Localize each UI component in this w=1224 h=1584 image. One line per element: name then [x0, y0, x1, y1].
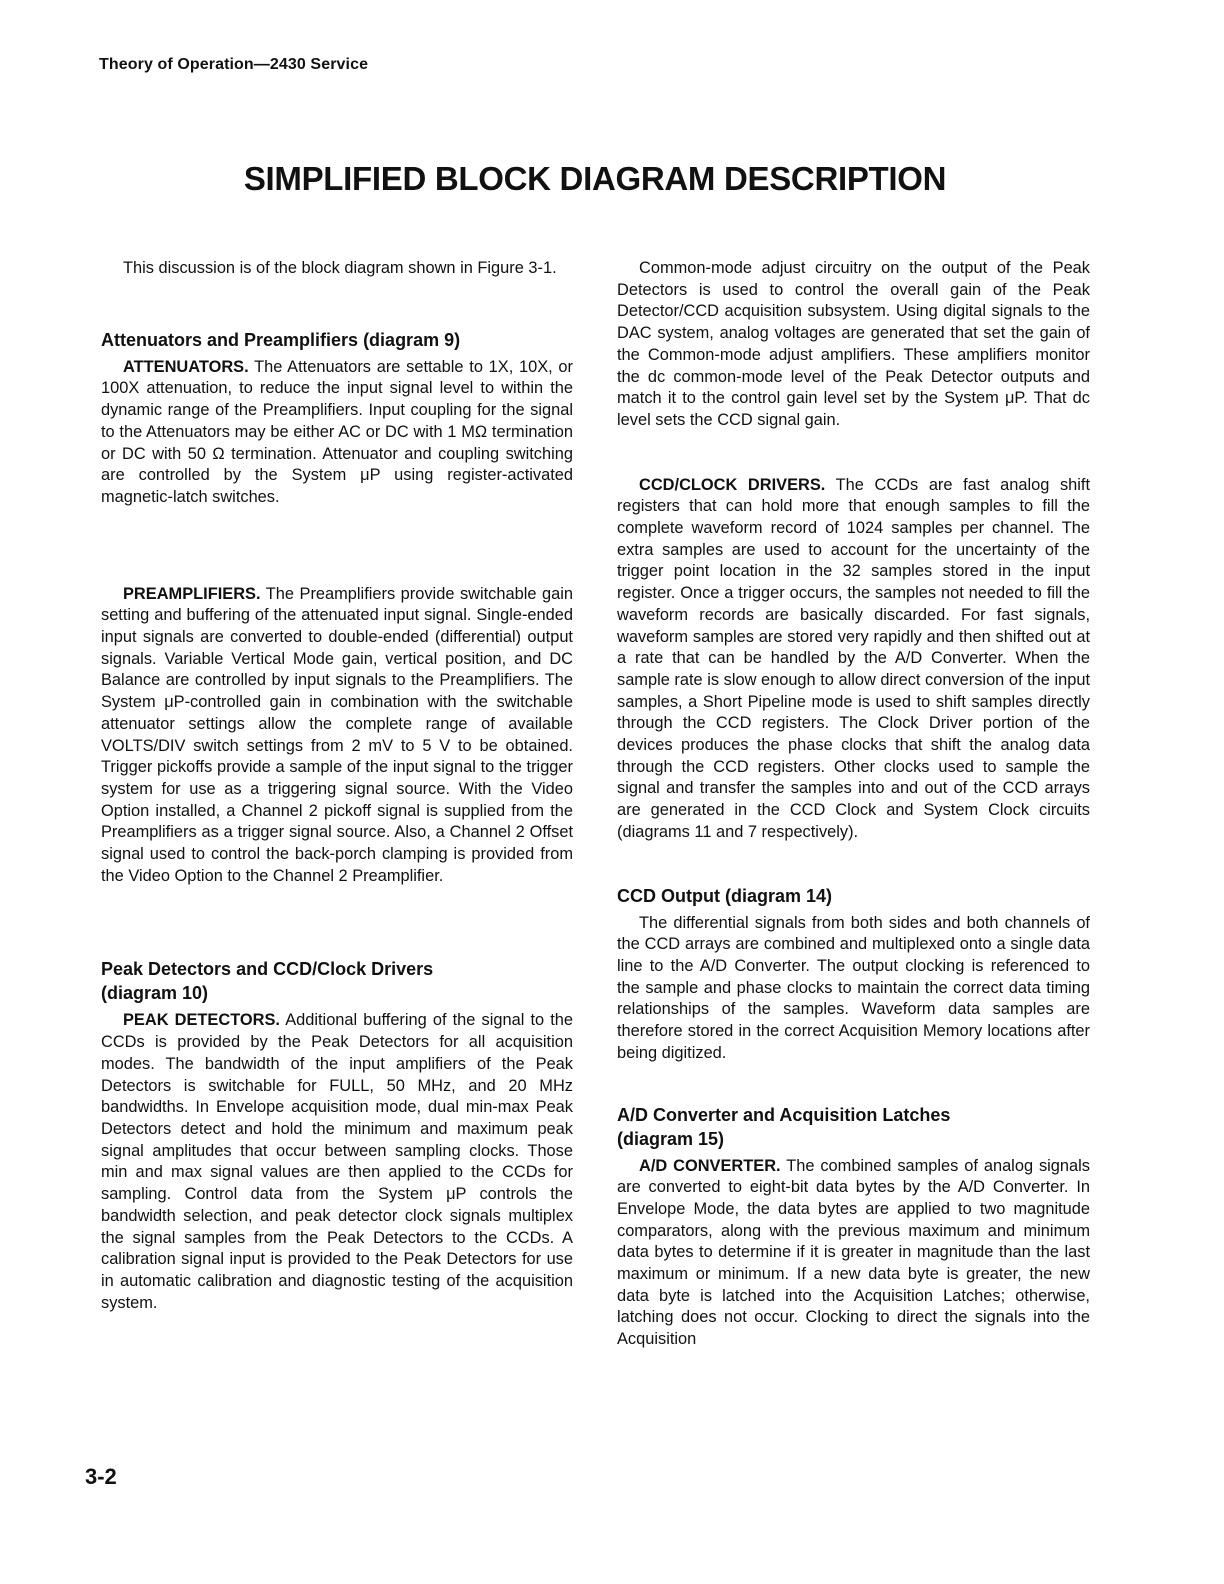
ad-converter-paragraph [617, 1156, 1090, 1351]
peak-lead: PEAK DETECTORS. [123, 1011, 280, 1030]
peak-detectors-paragraph [101, 1010, 573, 1314]
right-column [617, 258, 1090, 1351]
peak-text: Additional buffering of the signal to the CCDs is provided by the Peak Detectors for all acquisition modes. The bandwidth of the input amplifiers of the Peak Detectors is switchable for FULL, 50 MHz, and 20 MHz bandwidths. In Envelope acquisition mode, dual min-max Peak Detectors detect and hold the minimum and maximum peak signal amplitudes that occur between sampling clocks. Those min and max signal values are then applied to the CCDs for sampling. Control data from the System μP controls the bandwidth selection, and peak detector clock signals multiplex the signal samples from the Peak Detectors to the CCDs. A calibration signal input is provided to the Peak Detectors for use in automatic calibration and diagnostic testing of the acquisition system. [101, 1011, 573, 1312]
page-number: 3-2 [85, 1464, 117, 1489]
ad-lead: A/D CONVERTER. [639, 1156, 781, 1175]
preamplifiers-paragraph [101, 584, 573, 888]
attenuators-lead: ATTENUATORS. [123, 357, 249, 376]
left-column [101, 258, 573, 1314]
ad-converter-heading [617, 1103, 1090, 1151]
intro-paragraph: This discussion is of the block diagram shown in Figure 3-1. [123, 259, 557, 277]
ad-heading-line1: A/D Converter and Acquisition Latches [617, 1104, 951, 1125]
peak-heading-line2: (diagram 10) [101, 983, 209, 1004]
common-mode-paragraph: Common-mode adjust circuitry on the output of the Peak Detectors is used to control the overall gain of the Peak Detector/CCD acquisition subsystem. Using digital signals to the DAC system, analog voltages are generated that set the gain of the Common-mode adjust amplifiers. These amplifiers monitor the dc common-mode level of the Peak Detector outputs and match it to the control gain level set by the System μP. That dc level sets the CCD signal gain. [617, 259, 1090, 429]
ccd-clock-paragraph [617, 475, 1090, 844]
page-title: SIMPLIFIED BLOCK DIAGRAM DESCRIPTION [243, 160, 947, 197]
ad-heading-line2: (diagram 15) [617, 1128, 725, 1149]
attenuators-paragraph [101, 357, 573, 509]
peak-heading-line1: Peak Detectors and CCD/Clock Drivers [101, 959, 434, 980]
peak-detectors-heading [101, 957, 573, 1005]
running-head: Theory of Operation—2430 Service [99, 56, 369, 73]
ccd-clock-lead: CCD/CLOCK DRIVERS. [639, 475, 826, 494]
ccd-output-paragraph: The differential signals from both sides and both channels of the CCD arrays are combined and multiplexed onto a single data line to the A/D Converter. The output clocking is referenced to the sample and phase clocks to maintain the correct data timing relationships of the samples. Waveform data samples are therefore stored in the correct Acquisition Memory locations after being digitized. [617, 913, 1090, 1062]
attenuators-text: The Attenuators are settable to 1X, 10X, or 100X attenuation, to reduce the input signal level to within the dynamic range of the Preamplifiers. Input coupling for the signal to the Attenuators may be either AC or DC with 1 MΩ termination or DC with 50 Ω termination. Attenuator and coupling switching are controlled by the System μP using register-activated magnetic-latch switches. [101, 357, 574, 506]
preamplifiers-lead: PREAMPLIFIERS. [123, 584, 261, 603]
ad-text: The combined samples of analog signals are converted to eight-bit data bytes by the A/D Converter. In Envelope Mode, the data bytes are applied to two magnitude comparators, along with the previous maximum and minimum data bytes to determine if it is greater in magnitude than the last maximum or minimum. If a new data byte is greater, the new data byte is latched into the Acquisition Latches; otherwise, latching does not occur. Clocking to direct the signals into the Acquisition [617, 1156, 1090, 1349]
preamplifiers-text: The Preamplifiers provide switchable gain setting and buffering of the attenuated input signal. Single-ended input signals are converted to double-ended (differential) output signals. Variable Vertical Mode gain, vertical position, and DC Balance are controlled by input signals to the Preamplifiers. The System μP-controlled gain in combination with the switchable attenuator settings allow the complete range of available VOLTS/DIV switch settings from 2 mV to 5 V to be obtained. Trigger pickoffs provide a sample of the input signal to the trigger system for use as a triggering signal source. With the Video Option installed, a Channel 2 pickoff signal is supplied from the Preamplifiers as a trigger signal source. Also, a Channel 2 Offset signal used to control the back-porch clamping is provided from the Video Option to the Channel 2 Preamplifier. [101, 584, 573, 885]
attenuators-heading: Attenuators and Preamplifiers (diagram 9) [101, 329, 461, 350]
ccd-output-heading: CCD Output (diagram 14) [617, 885, 833, 906]
ccd-clock-text: The CCDs are fast analog shift registers that can hold more that enough samples to fill the complete waveform record of 1024 samples per channel. The extra samples are used to account for the uncertainty of the trigger point location in the 32 samples stored in the input register. Once a trigger occurs, the samples not needed to fill the waveform records are basically discarded. For fast signals, waveform samples are stored very rapidly and then shifted out at a rate that can be handled by the A/D Converter. When the sample rate is slow enough to allow direct conversion of the input samples, a Short Pipeline mode is used to shift samples directly through the CCD registers. The Clock Driver portion of the devices produces the phase clocks that shift the analog data through the CCD registers. Other clocks used to sample the signal and transfer the samples into and out of the CCD arrays are generated in the CCD Clock and System Clock circuits (diagrams 11 and 7 respectively). [617, 475, 1091, 841]
